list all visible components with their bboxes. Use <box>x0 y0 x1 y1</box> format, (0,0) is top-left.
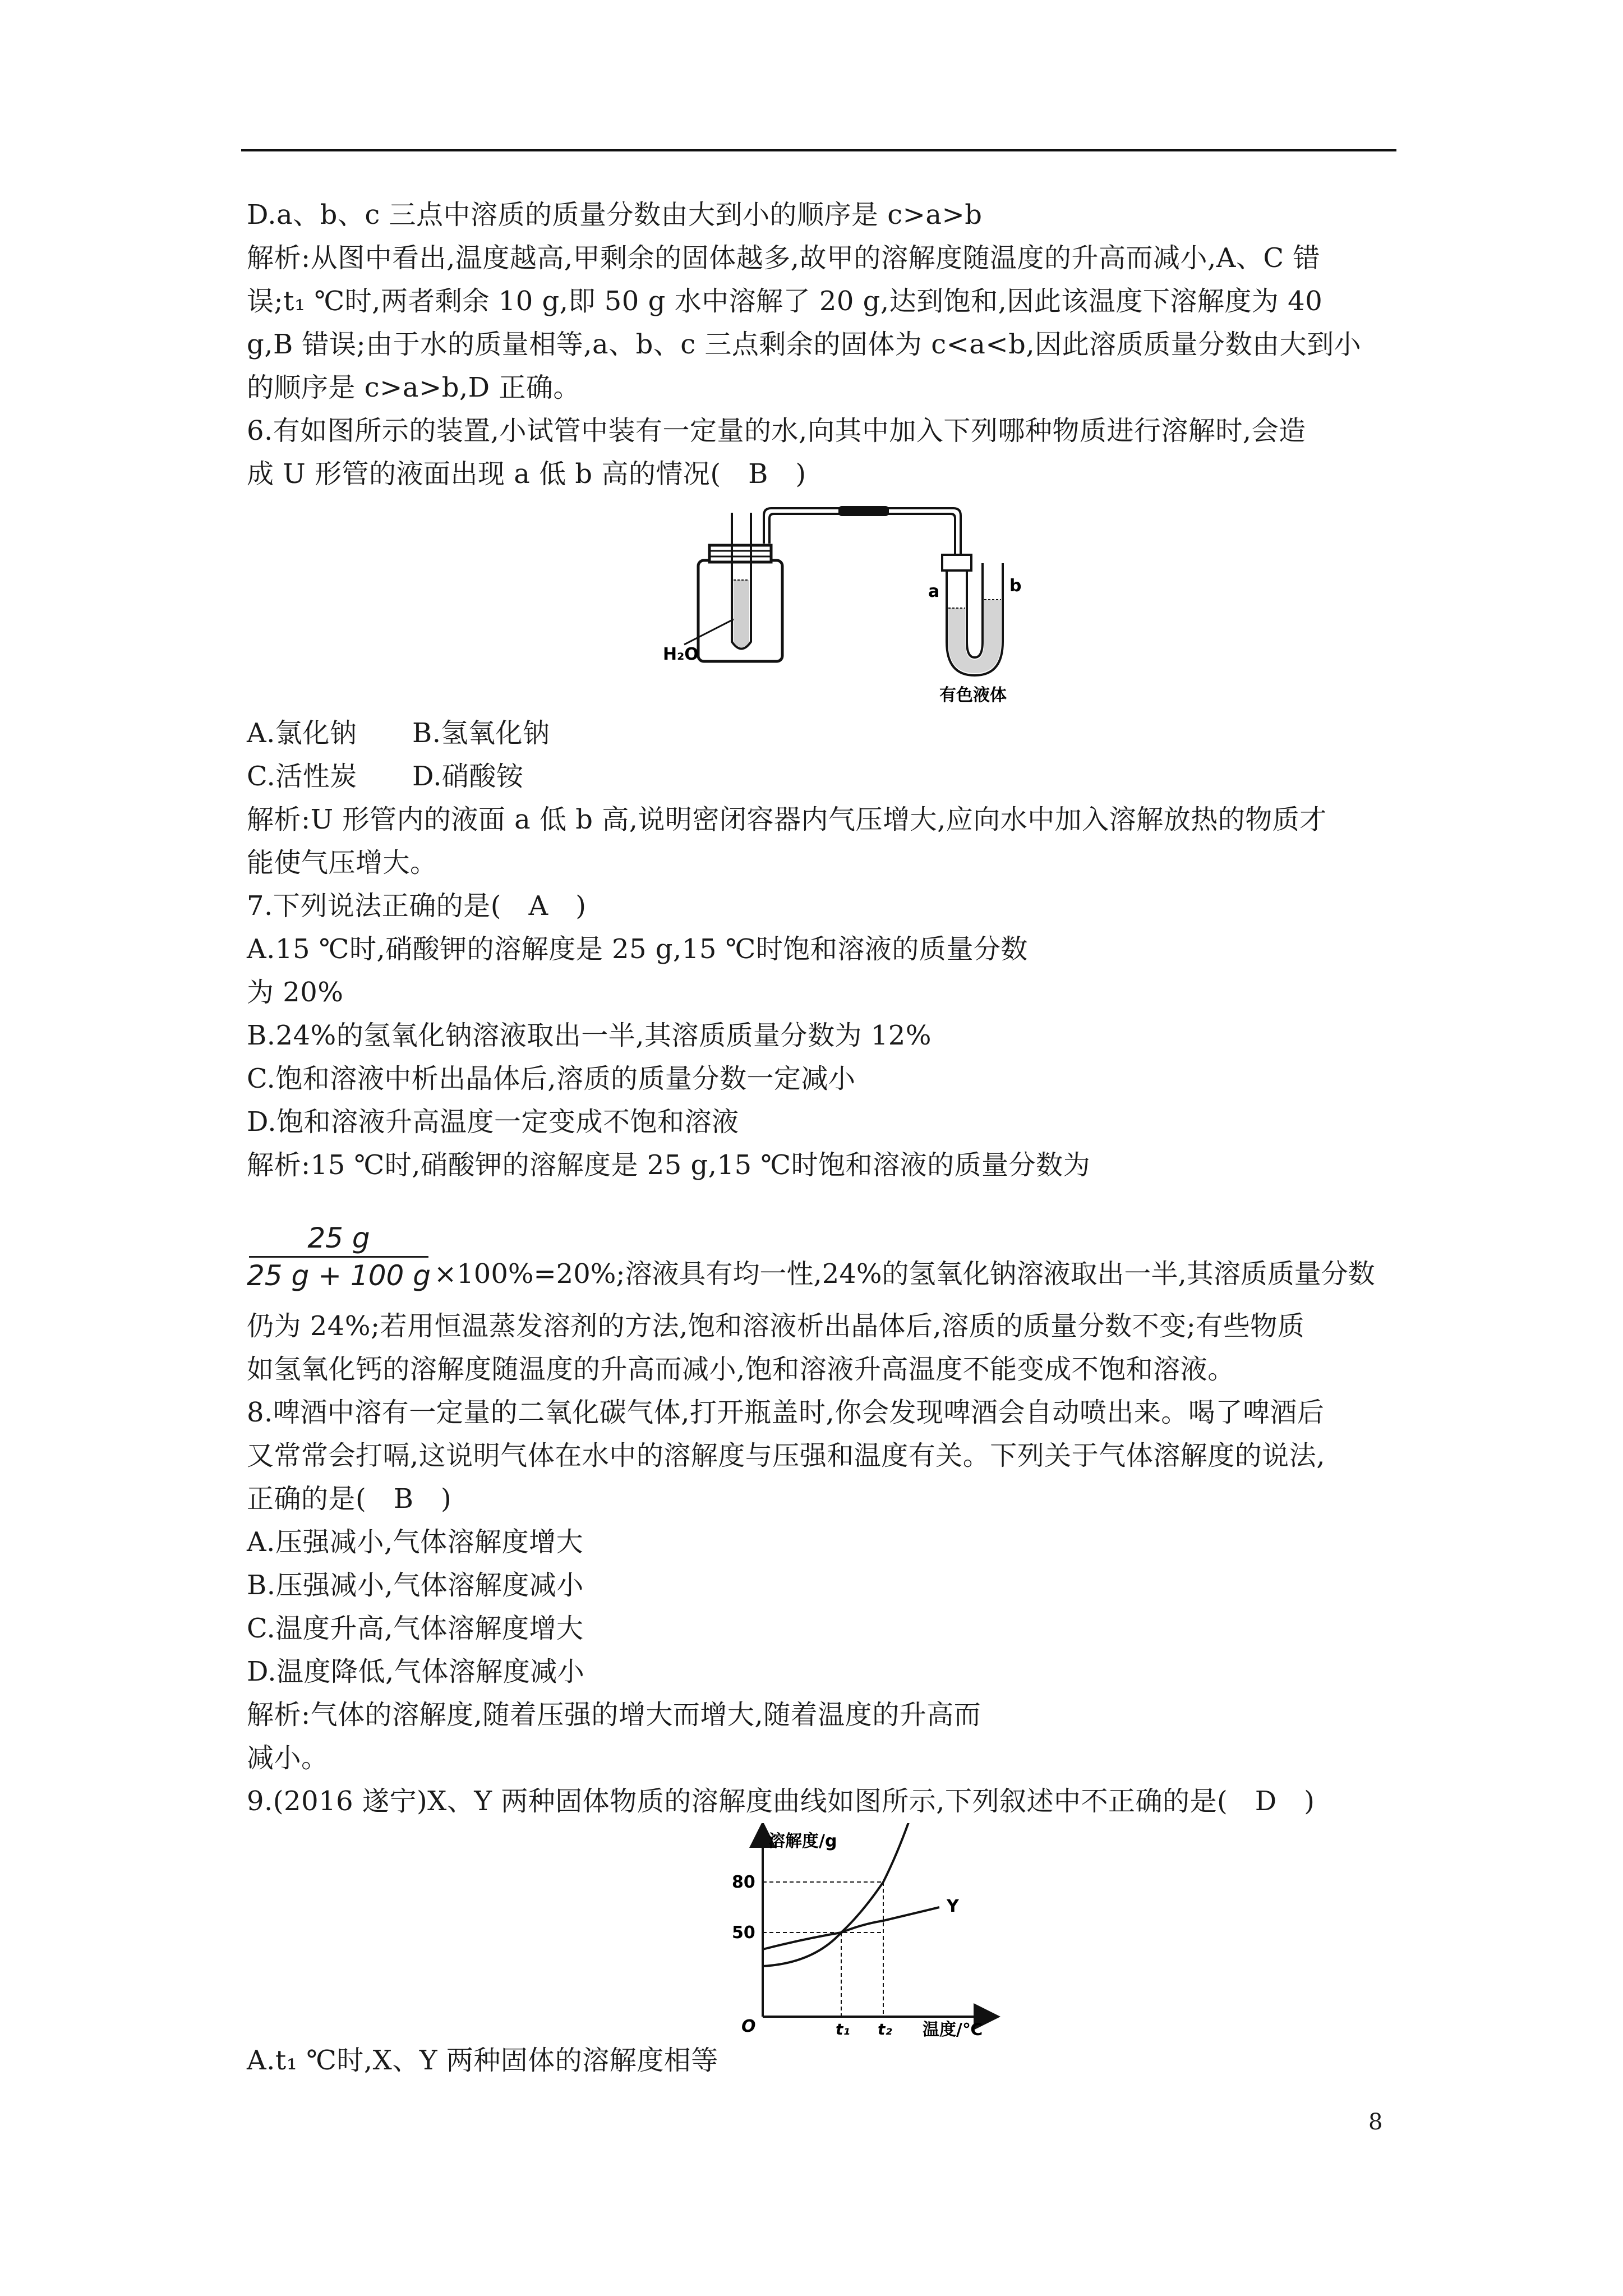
q9-option-a: A.t₁ ℃时,X、Y 两种固体的溶解度相等 <box>247 2045 718 2076</box>
y-tick-label-50: 50 <box>732 1923 755 1943</box>
q8-option-b: B.压强减小,气体溶解度减小 <box>247 1570 584 1601</box>
apparatus-diagram <box>639 501 1144 712</box>
q6-option-d: D.硝酸铵 <box>412 761 524 792</box>
fraction-numerator: 25 g <box>307 1222 370 1254</box>
q6-analysis-line-2: 能使气压增大。 <box>247 847 437 878</box>
q7-option-a-line-2: 为 20% <box>247 977 344 1008</box>
y-tick-label-80: 80 <box>732 1872 755 1892</box>
bottle-stopper <box>709 545 771 562</box>
label-h2o: H₂O <box>663 645 699 664</box>
q6-stem-line-1: 6.有如图所示的装置,小试管中装有一定量的水,向其中加入下列哪种物质进行溶解时,会造 <box>247 415 1306 447</box>
page-body <box>247 194 1402 2082</box>
colored-liquid <box>948 600 1001 673</box>
label-colored-liquid: 有色液体 <box>939 685 1007 705</box>
q7-option-d: D.饱和溶液升高温度一定变成不饱和溶液 <box>247 1106 739 1138</box>
fraction-tail-text: ×100%=20%;溶液具有均一性,24%的氢氧化钠溶液取出一半,其溶质质量分数 <box>434 1258 1375 1290</box>
q9-stem: 9.(2016 遂宁)X、Y 两种固体物质的溶解度曲线如图所示,下列叙述中不正确的是( D ) <box>247 1786 1315 1817</box>
q7-stem: 7.下列说法正确的是( A ) <box>247 890 587 922</box>
q6-options-row-1 <box>247 712 1402 755</box>
q8-stem-line-1: 8.啤酒中溶有一定量的二氧化碳气体,打开瓶盖时,你会发现啤酒会自动喷出来。喝了啤酒后 <box>247 1397 1325 1428</box>
q7-option-a-line-1: A.15 ℃时,硝酸钾的溶解度是 25 g,15 ℃时饱和溶液的质量分数 <box>247 933 1028 965</box>
q8-option-d: D.温度降低,气体溶解度减小 <box>247 1656 585 1687</box>
chart-marks <box>732 1823 960 2039</box>
y-axis-label: 溶解度/g <box>768 1832 837 1851</box>
q7-analysis-line-1: 解析:15 ℃时,硝酸钾的溶解度是 25 g,15 ℃时饱和溶液的质量分数为 <box>247 1149 1091 1181</box>
x-axis-label: 温度/℃ <box>923 2020 983 2039</box>
series-label-y: Y <box>947 1897 959 1916</box>
q8-stem-line-3: 正确的是( B ) <box>247 1483 452 1515</box>
q6-options-row-2 <box>247 755 1402 798</box>
q8-stem-line-2: 又常常会打嗝,这说明气体在水中的溶解度与压强和温度有关。下列关于气体溶解度的说法, <box>247 1440 1326 1471</box>
label-b: b <box>1009 576 1022 596</box>
q8-option-c: C.温度升高,气体溶解度增大 <box>247 1613 584 1644</box>
x-tick-label-1: t₁ <box>836 2020 850 2039</box>
q5-option-d: D.a、b、c 三点中溶质的质量分数由大到小的顺序是 c>a>b <box>247 199 983 231</box>
q5-analysis-line-4: 的顺序是 c>a>b,D 正确。 <box>247 372 580 403</box>
apparatus-figure <box>247 501 1402 712</box>
page-number: 8 <box>1368 2109 1383 2135</box>
fraction-line <box>247 1204 1402 1294</box>
rubber-tube <box>838 506 889 516</box>
fraction-denominator: 25 g + 100 g <box>247 1259 431 1292</box>
u-tube-stopper <box>942 555 971 570</box>
q7-analysis-line-3: 如氢氧化钙的溶解度随温度的升高而减小,饱和溶液升高温度不能变成不饱和溶液。 <box>247 1354 1235 1385</box>
q7-analysis-line-2: 仍为 24%;若用恒温蒸发溶剂的方法,饱和溶液析出晶体后,溶质的质量分数不变;有些物质 <box>247 1310 1305 1342</box>
q6-analysis-line-1: 解析:U 形管内的液面 a 低 b 高,说明密闭容器内气压增大,应向水中加入溶解放热的物质才 <box>247 804 1327 835</box>
solubility-chart-figure <box>247 1823 1402 2039</box>
test-tube-water <box>734 580 749 647</box>
header-rule <box>241 149 1396 151</box>
q7-option-b: B.24%的氢氧化钠溶液取出一半,其溶质质量分数为 12% <box>247 1020 932 1051</box>
q6-option-b: B.氢氧化钠 <box>412 717 550 749</box>
q5-analysis-line-2: 误;t₁ ℃时,两者剩余 10 g,即 50 g 水中溶解了 20 g,达到饱和,因此该温度下溶解度为 40 <box>247 286 1323 317</box>
curve-y <box>763 1907 939 1949</box>
origin-label: O <box>741 2017 756 2036</box>
q6-option-c: C.活性炭 <box>247 761 357 792</box>
label-a: a <box>928 582 940 601</box>
q8-analysis-line-1: 解析:气体的溶解度,随着压强的增大而增大,随着温度的升高而 <box>247 1699 981 1731</box>
q5-analysis-line-3: g,B 错误;由于水的质量相等,a、b、c 三点剩余的固体为 c<a<b,因此溶质质量分数由大到小 <box>247 329 1362 360</box>
q6-stem-line-2: 成 U 形管的液面出现 a 低 b 高的情况( B ) <box>247 458 806 490</box>
q8-analysis-line-2: 减小。 <box>247 1742 329 1774</box>
u-tube-inner <box>967 563 983 657</box>
solubility-chart <box>695 1823 1088 2039</box>
x-tick-label-2: t₂ <box>878 2020 892 2039</box>
q8-option-a: A.压强减小,气体溶解度增大 <box>247 1526 584 1558</box>
q5-analysis-line-1: 解析:从图中看出,温度越高,甲剩余的固体越多,故甲的溶解度随温度的升高而减小,A、C 错 <box>247 242 1320 274</box>
fraction <box>247 1220 431 1294</box>
q7-option-c: C.饱和溶液中析出晶体后,溶质的质量分数一定减小 <box>247 1063 856 1094</box>
q6-option-a: A.氯化钠 <box>247 717 357 749</box>
